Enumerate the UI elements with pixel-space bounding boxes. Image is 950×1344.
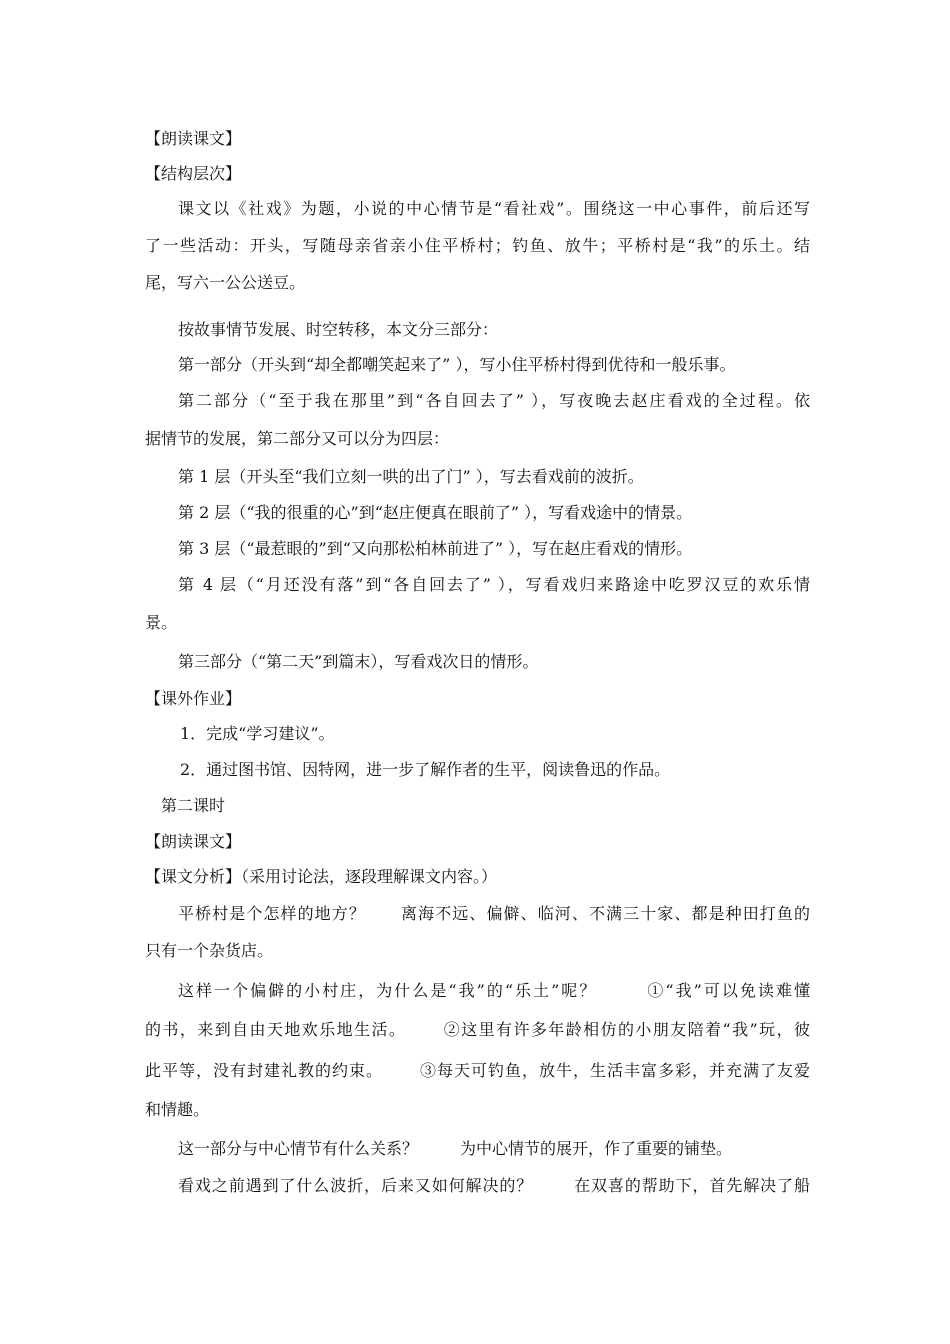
heading-analysis: 【课文分析】	[145, 867, 242, 886]
part-one-line: 第一部分（开头到“却全都嘲笑起来了” ），写小住平桥村得到优待和一般乐事。	[178, 355, 736, 374]
paragraph-line: 尾，写六一公公送豆。	[145, 273, 306, 292]
answer-line	[145, 1020, 810, 1040]
answer-text: 离海不远、偏僻、临河、不满三十家、都是种田打鱼的	[399, 904, 810, 923]
heading-read-aloud-2: 【朗读课文】	[145, 832, 242, 851]
part-three-line: 第三部分（“第二天”到篇末），写看戏次日的情形。	[178, 652, 539, 671]
question-text: 平桥村是个怎样的地方？	[178, 904, 366, 923]
answer-text: ③每天可钓鱼，放牛，生活丰富多彩，并充满了友爱	[419, 1061, 810, 1080]
part-two-line: 第二部分（“至于我在那里”到“各自回去了” ），写夜晚去赵庄看戏的全过程。依	[178, 391, 810, 410]
question-line	[178, 981, 810, 1001]
question-text: 这一部分与中心情节有什么关系？	[178, 1139, 419, 1158]
question-line	[178, 1176, 810, 1196]
heading-read-aloud: 【朗读课文】	[145, 129, 242, 148]
question-line	[178, 1139, 810, 1159]
paragraph-line: 了一些活动：开头，写随母亲省亲小住平桥村；钓鱼、放牛；平桥村是“我”的乐土。结	[145, 236, 810, 255]
paragraph-line: 课文以《社戏》为题，小说的中心情节是“看社戏”。围绕这一中心事件，前后还写	[178, 199, 810, 218]
question-text: 看戏之前遇到了什么波折，后来又如何解决的？	[178, 1176, 534, 1195]
homework-item: 1．完成“学习建议”。	[180, 724, 335, 743]
answer-line: 和情趣。	[145, 1100, 210, 1119]
part-two-line: 据情节的发展，第二部分又可以分为四层：	[145, 429, 450, 448]
heading-structure: 【结构层次】	[145, 164, 242, 183]
analysis-note: （采用讨论法，逐段理解课文内容。）	[241, 867, 498, 886]
heading-homework: 【课外作业】	[145, 689, 242, 708]
answer-text: 为中心情节的展开，作了重要的铺垫。	[460, 1139, 733, 1158]
paragraph-line: 按故事情节发展、时空转移，本文分三部分：	[178, 320, 499, 339]
answer-line: 只有一个杂货店。	[145, 941, 274, 960]
heading-analysis-line	[145, 867, 810, 887]
layer-two-line: 第 2 层（“我的很重的心”到“赵庄便真在眼前了” ），写看戏途中的情景。	[178, 503, 693, 522]
answer-line	[145, 1061, 810, 1081]
answer-text: 在双喜的帮助下，首先解决了船	[573, 1176, 810, 1195]
layer-three-line: 第 3 层（“最惹眼的”到“又向那松柏林前进了” ），写在赵庄看戏的情形。	[178, 539, 693, 558]
lesson-title: 第二课时	[161, 796, 226, 815]
answer-text: 此平等，没有封建礼教的约束。	[145, 1061, 383, 1080]
layer-four-line: 第 4 层（“月还没有落”到“各自回去了” ），写看戏归来路途中吃罗汉豆的欢乐情	[178, 575, 810, 594]
question-text: 这样一个偏僻的小村庄，为什么是“我”的“乐土”呢？	[178, 981, 598, 1000]
question-line	[178, 904, 810, 924]
homework-item: 2．通过图书馆、因特网，进一步了解作者的生平，阅读鲁迅的作品。	[180, 760, 671, 779]
answer-text: ②这里有许多年龄相仿的小朋友陪着“我”玩，彼	[442, 1020, 810, 1039]
layer-one-line: 第 1 层（开头至“我们立刻一哄的出了门” ），写去看戏前的波折。	[178, 467, 644, 486]
answer-text: ①“我”可以免读难懂	[645, 981, 810, 1000]
layer-four-line: 景。	[145, 613, 178, 632]
answer-text: 的书，来到自由天地欢乐地生活。	[145, 1020, 407, 1039]
